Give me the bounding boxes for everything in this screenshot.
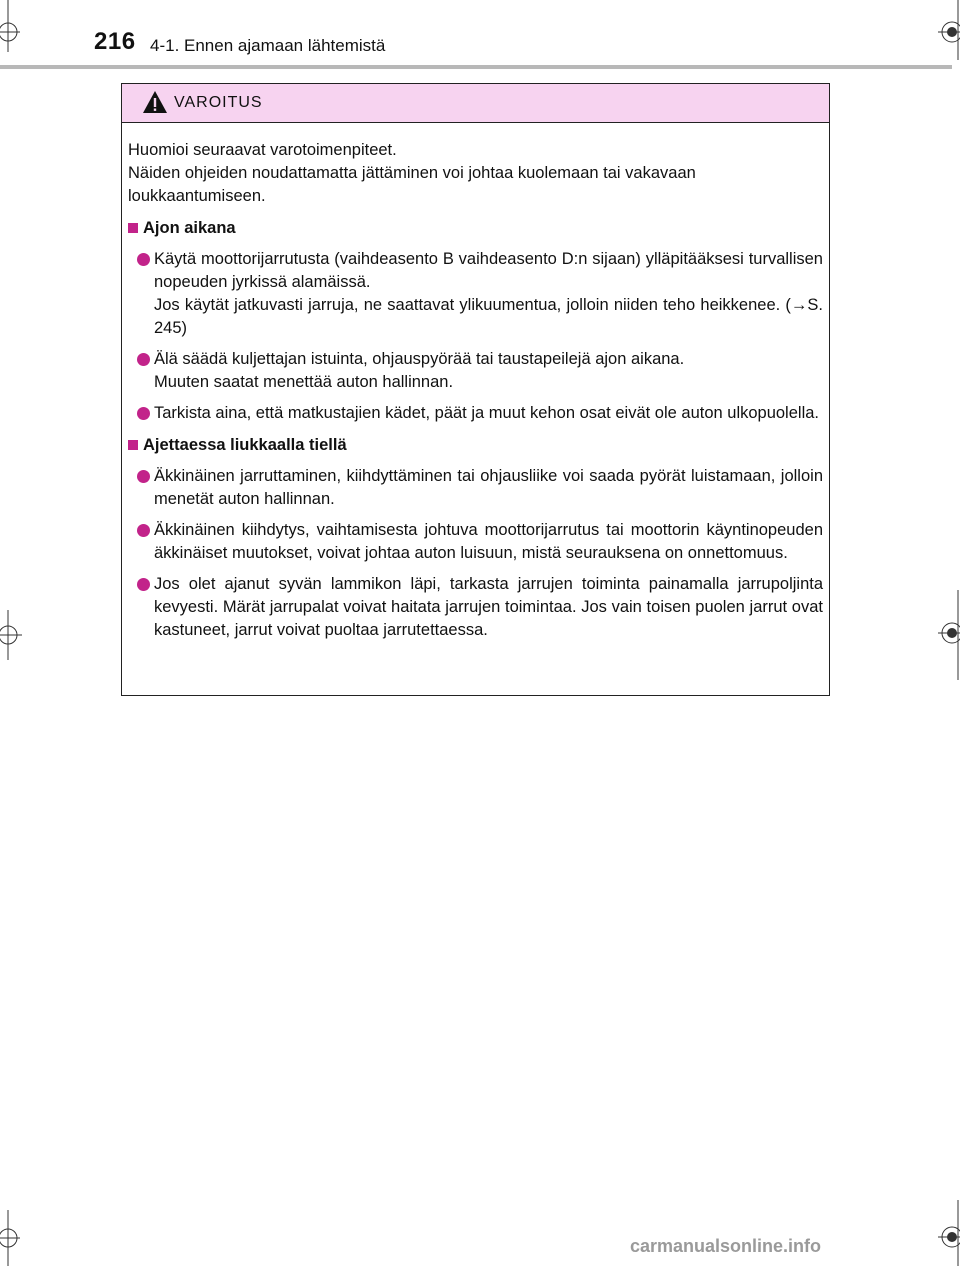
square-marker-icon [128, 223, 138, 233]
item-text: Älä säädä kuljettajan istuinta, ohjauspyörää tai taustapeilejä ajon aikana. [154, 350, 685, 368]
warning-box [121, 83, 830, 696]
warning-body [122, 123, 829, 642]
section-heading [128, 217, 823, 240]
page-number: 216 [94, 28, 136, 55]
section-title: 4-1. Ennen ajamaan lähtemistä [150, 36, 386, 55]
bullet-dot-icon [137, 578, 150, 591]
item-text: Muuten saatat menettää auton hallinnan. [154, 373, 454, 391]
list-item [128, 348, 823, 394]
bullet-dot-icon [137, 407, 150, 420]
list-item [128, 465, 823, 511]
item-text: Tarkista aina, että matkustajien kädet, päät ja muut kehon osat eivät ole auton ulkopuolella. [154, 404, 819, 422]
crop-mark-mid-left-icon [0, 610, 30, 660]
item-text: Jos käytät jatkuvasti jarruja, ne saattavat ylikuumentua, jolloin niiden teho heikkenee. (→S. 245) [154, 296, 823, 337]
bullet-dot-icon [137, 253, 150, 266]
section-heading-text: Ajettaessa liukkaalla tiellä [143, 436, 347, 454]
list-item [128, 402, 823, 425]
registration-mark-mid-right-icon [920, 590, 960, 680]
crop-mark-top-left-icon [0, 0, 40, 70]
warning-header [122, 84, 829, 123]
item-text: Käytä moottorijarrutusta (vaihdeasento B vaihdeasento D:n sijaan) ylläpitääksesi turvallisen nopeuden jyrkissä alamäissä. [154, 250, 823, 291]
bullet-dot-icon [137, 470, 150, 483]
intro-line: Näiden ohjeiden noudattamatta jättäminen voi johtaa kuolemaan tai vakavaan loukkaantumiseen. [128, 164, 696, 205]
item-text: Jos olet ajanut syvän lammikon läpi, tarkasta jarrujen toiminta painamalla jarrupoljinta kevyesti. Märät jarrupalat voivat haitata jarrujen toimintaa. Jos vain toisen puolen jarrut ovat kastuneet, jarrut voivat puoltaa jarrutettaessa. [154, 575, 823, 639]
registration-mark-bottom-right-icon [920, 1200, 960, 1266]
list-item [128, 248, 823, 340]
registration-mark-top-right-icon [920, 0, 960, 70]
warning-title: VAROITUS [174, 94, 263, 111]
bullet-dot-icon [137, 353, 150, 366]
warning-triangle-icon [142, 90, 168, 114]
item-text: Äkkinäinen kiihdytys, vaihtamisesta johtuva moottorijarrutus tai moottorin käyntinopeuden äkkinäiset muutokset, voivat johtaa auton luisuun, mistä seurauksena on onnettomuus. [154, 521, 823, 562]
header-rule [0, 65, 952, 69]
intro-line: Huomioi seuraavat varotoimenpiteet. [128, 141, 397, 159]
crop-mark-bottom-left-icon [0, 1210, 40, 1266]
bullet-dot-icon [137, 524, 150, 537]
section-heading [128, 434, 823, 457]
list-item [128, 573, 823, 642]
square-marker-icon [128, 440, 138, 450]
item-text: Äkkinäinen jarruttaminen, kiihdyttäminen tai ohjausliike voi saada pyörät luistamaan, jolloin menetät auton hallinnan. [154, 467, 823, 508]
list-item [128, 519, 823, 565]
section-heading-text: Ajon aikana [143, 219, 236, 237]
watermark: carmanualsonline.info [630, 1236, 822, 1256]
